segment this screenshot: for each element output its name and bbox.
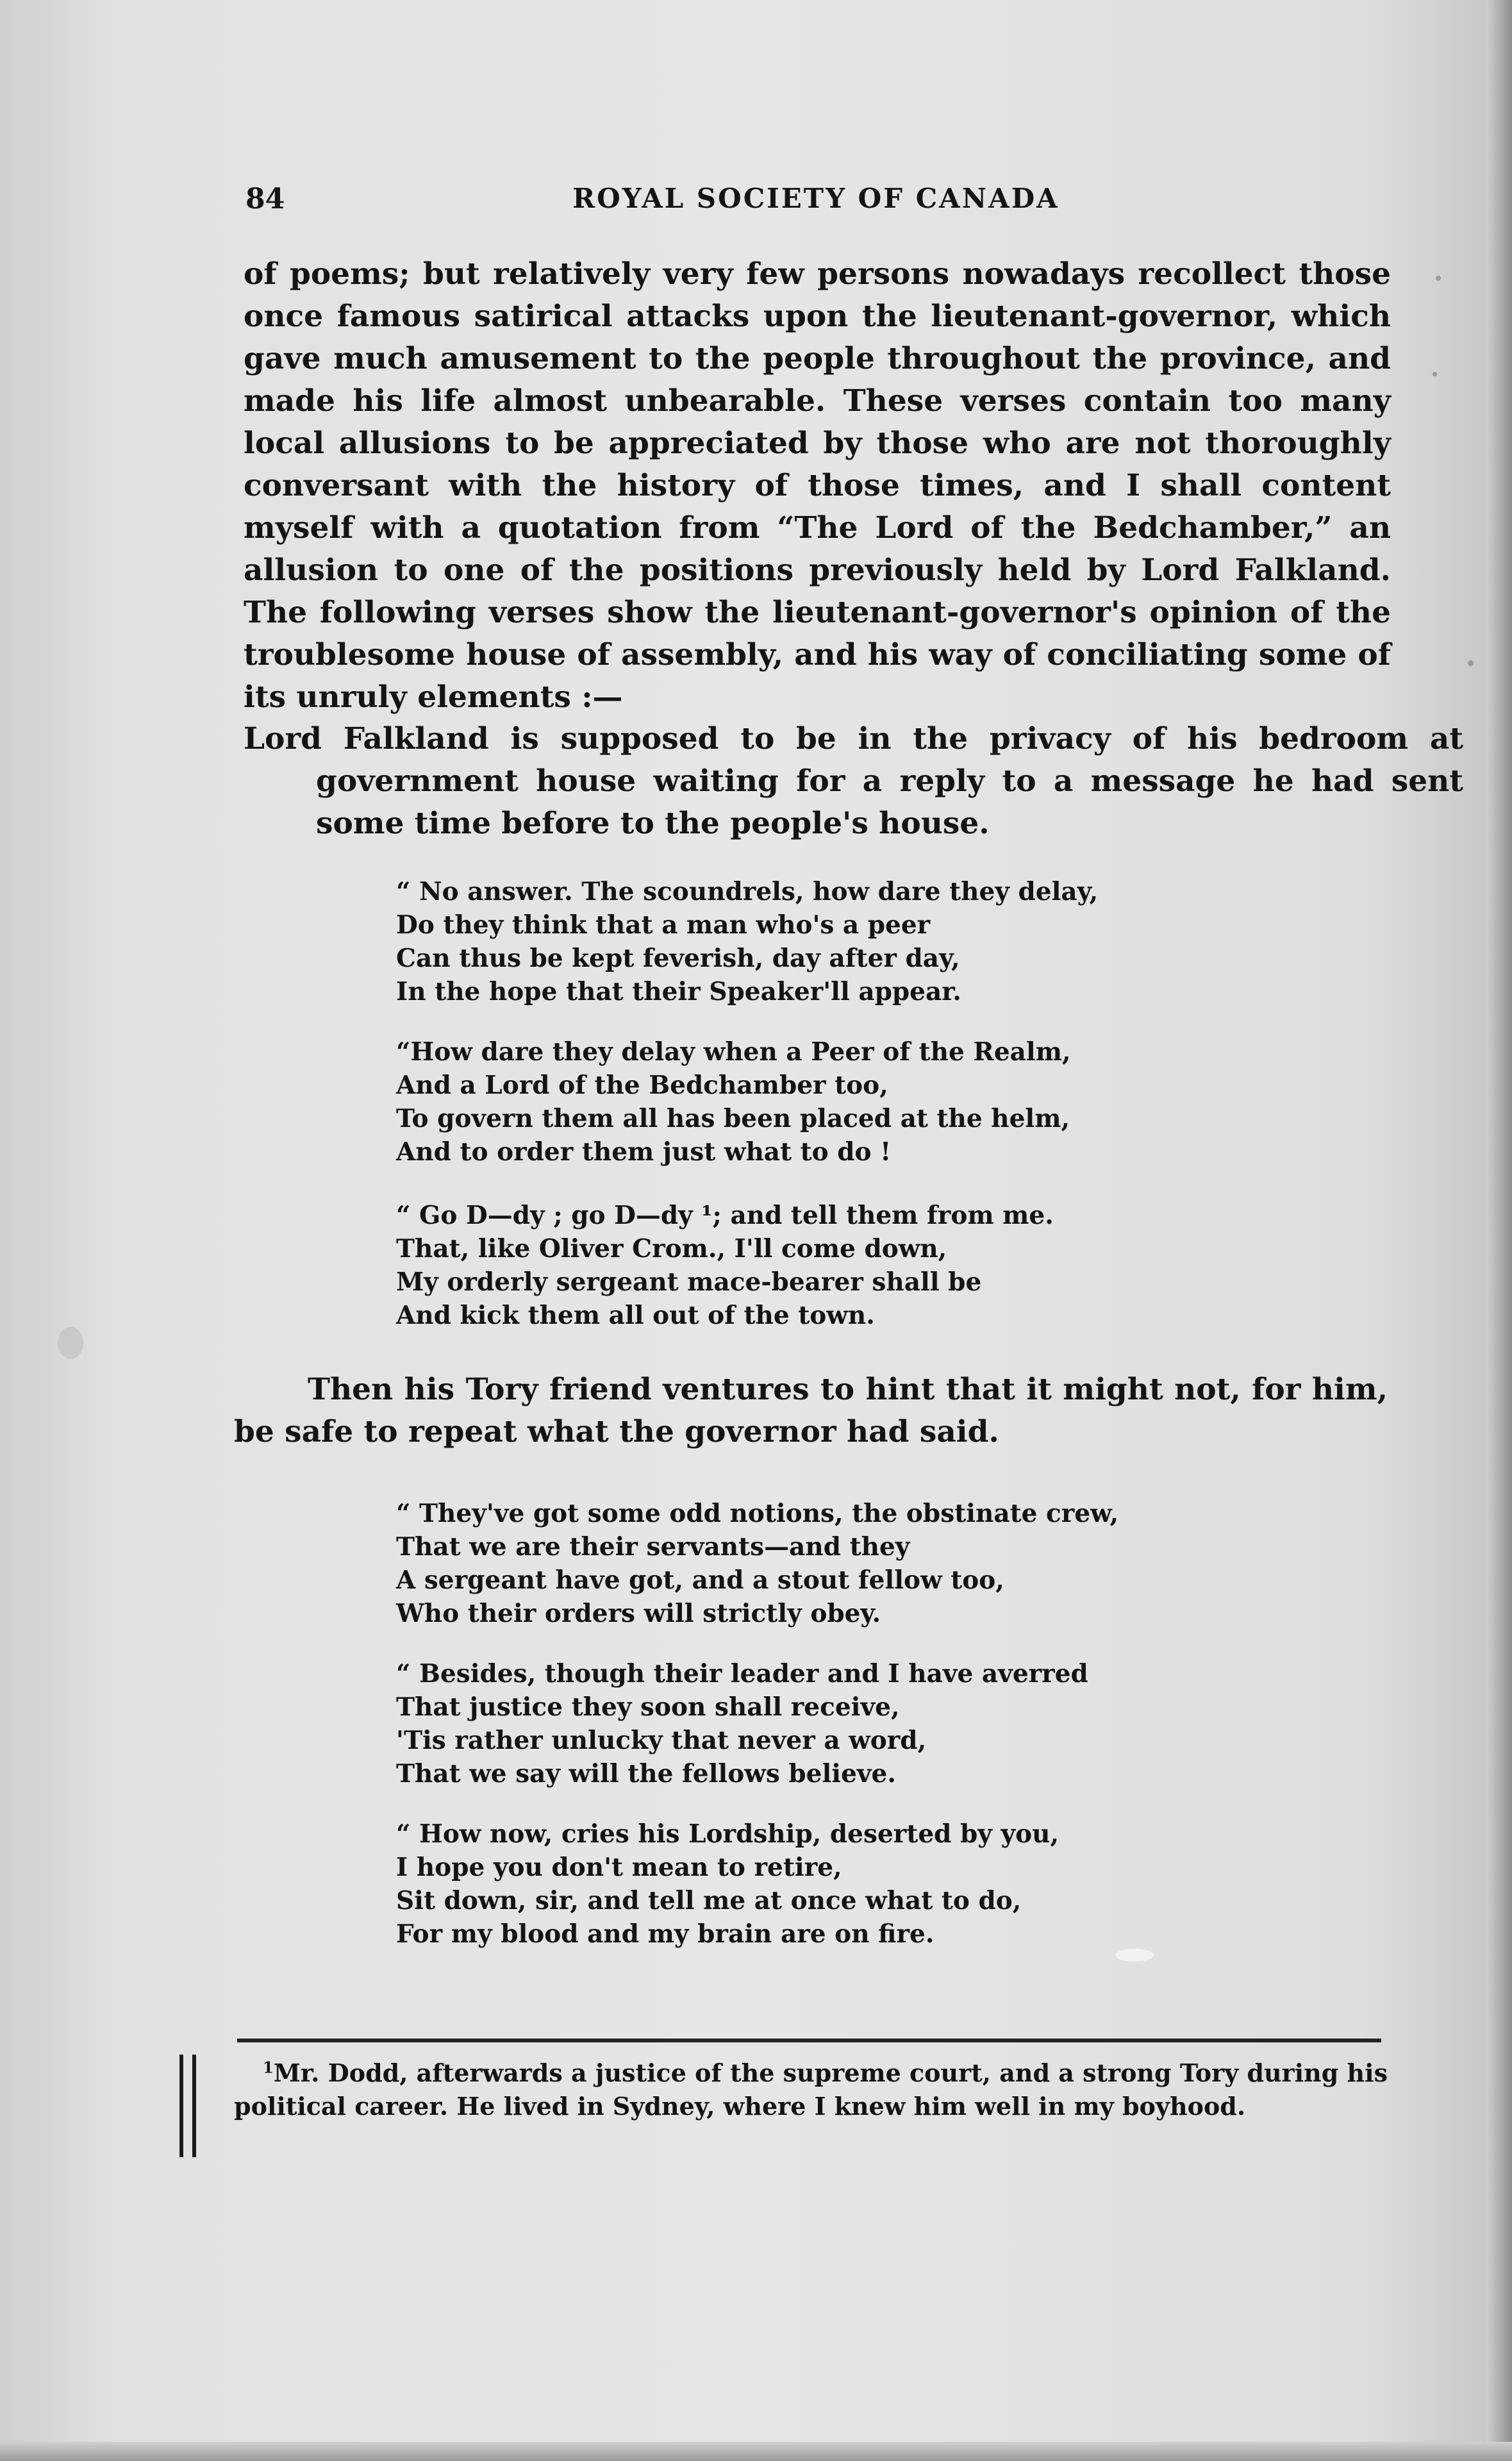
verse-stanza-6: [396, 1817, 1229, 1951]
margin-mark: [179, 2055, 183, 2157]
verse-line: Do they think that a man who's a peer: [396, 910, 931, 940]
page-edge-shadow: [1486, 0, 1512, 2461]
scan-speck: [1115, 1949, 1154, 1962]
scan-speck: [58, 1327, 83, 1359]
verse-line: “ Go D—dy ; go D—dy ¹; and tell them from me.: [396, 1201, 1054, 1230]
verse-line: That, like Oliver Crom., I'll come down,: [396, 1234, 947, 1264]
verse-line: “ How now, cries his Lordship, deserted by you,: [396, 1819, 1059, 1849]
footnote-rule: [237, 2039, 1381, 2042]
footnote-text: Mr. Dodd, afterwards a justice of the supreme court, and a strong Tory during his political career. He lived in Sydney, where I knew him well in my boyhood.: [234, 2058, 1388, 2121]
verse-stanza-3: [396, 1199, 1229, 1332]
paragraph-2: Lord Falkland is supposed to be in the privacy of his bedroom at government house waiting for a reply to a message he had sent some time before to the people's house.: [244, 721, 1463, 841]
verse-line: A sergeant have got, and a stout fellow too,: [396, 1565, 1004, 1595]
verse-line: 'Tis rather unlucky that never a word,: [396, 1726, 927, 1755]
verse-stanza-2: [396, 1035, 1229, 1169]
verse-line: Who their orders will strictly obey.: [396, 1599, 881, 1628]
verse-stanza-1: [396, 875, 1229, 1008]
page-number: 84: [245, 183, 285, 215]
verse-line: My orderly sergeant mace-bearer shall be: [396, 1267, 982, 1297]
verse-line: For my blood and my brain are on fire.: [396, 1919, 935, 1949]
verse-line: And a Lord of the Bedchamber too,: [396, 1071, 888, 1100]
verse-stanza-4: [396, 1497, 1229, 1630]
verse-line: And to order them just what to do !: [396, 1137, 892, 1167]
scan-speck: [1433, 372, 1437, 376]
verse-stanza-5: [396, 1657, 1229, 1790]
verse-line: That justice they soon shall receive,: [396, 1692, 900, 1722]
paragraph-1: of poems; but relatively very few persons nowadays recollect those once famous satirical attacks upon the lieutenant-governor, which gave much amusement to the people throughout the province, and made his life almost unbearable. These verses contain too many local allusions to be appreciated by those who are not thoroughly conversant with the history of those times, and I shall content myself with a quotation from “The Lord of the Bedchamber,” an allusion to one of the positions previously held by Lord Falkland. The following verses show the lieutenant-governor's opinion of the troublesome house of assembly, and his way of conciliating some of its unruly elements :—: [244, 256, 1391, 715]
scan-speck: [1468, 660, 1474, 666]
footnote-marker: 1: [263, 2058, 274, 2077]
verse-line: “ Besides, though their leader and I have averred: [396, 1659, 1088, 1689]
page-header: [245, 183, 1386, 228]
page-bottom-shadow: [0, 2442, 1512, 2461]
verse-line: “ They've got some odd notions, the obstinate crew,: [396, 1499, 1119, 1528]
footnote: [234, 2056, 1388, 2123]
paragraph-3: Then his Tory friend ventures to hint that it might not, for him, be safe to repeat what the governor had said.: [234, 1372, 1388, 1449]
running-title: ROYAL SOCIETY OF CANADA: [572, 183, 1059, 214]
verse-line: I hope you don't mean to retire,: [396, 1853, 842, 1882]
scan-speck: [1436, 276, 1441, 281]
verse-line: To govern them all has been placed at the helm,: [396, 1104, 1070, 1133]
verse-line: And kick them all out of the town.: [396, 1301, 875, 1330]
verse-line: “How dare they delay when a Peer of the Realm,: [396, 1037, 1071, 1067]
verse-line: Sit down, sir, and tell me at once what to do,: [396, 1886, 1022, 1915]
verse-line: That we say will the fellows believe.: [396, 1759, 896, 1789]
verse-line: Can thus be kept feverish, day after day,: [396, 944, 960, 973]
verse-line: That we are their servants—and they: [396, 1532, 910, 1562]
verse-line: “ No answer. The scoundrels, how dare they delay,: [396, 877, 1099, 906]
margin-mark: [192, 2055, 196, 2157]
verse-line: In the hope that their Speaker'll appear.: [396, 977, 961, 1006]
